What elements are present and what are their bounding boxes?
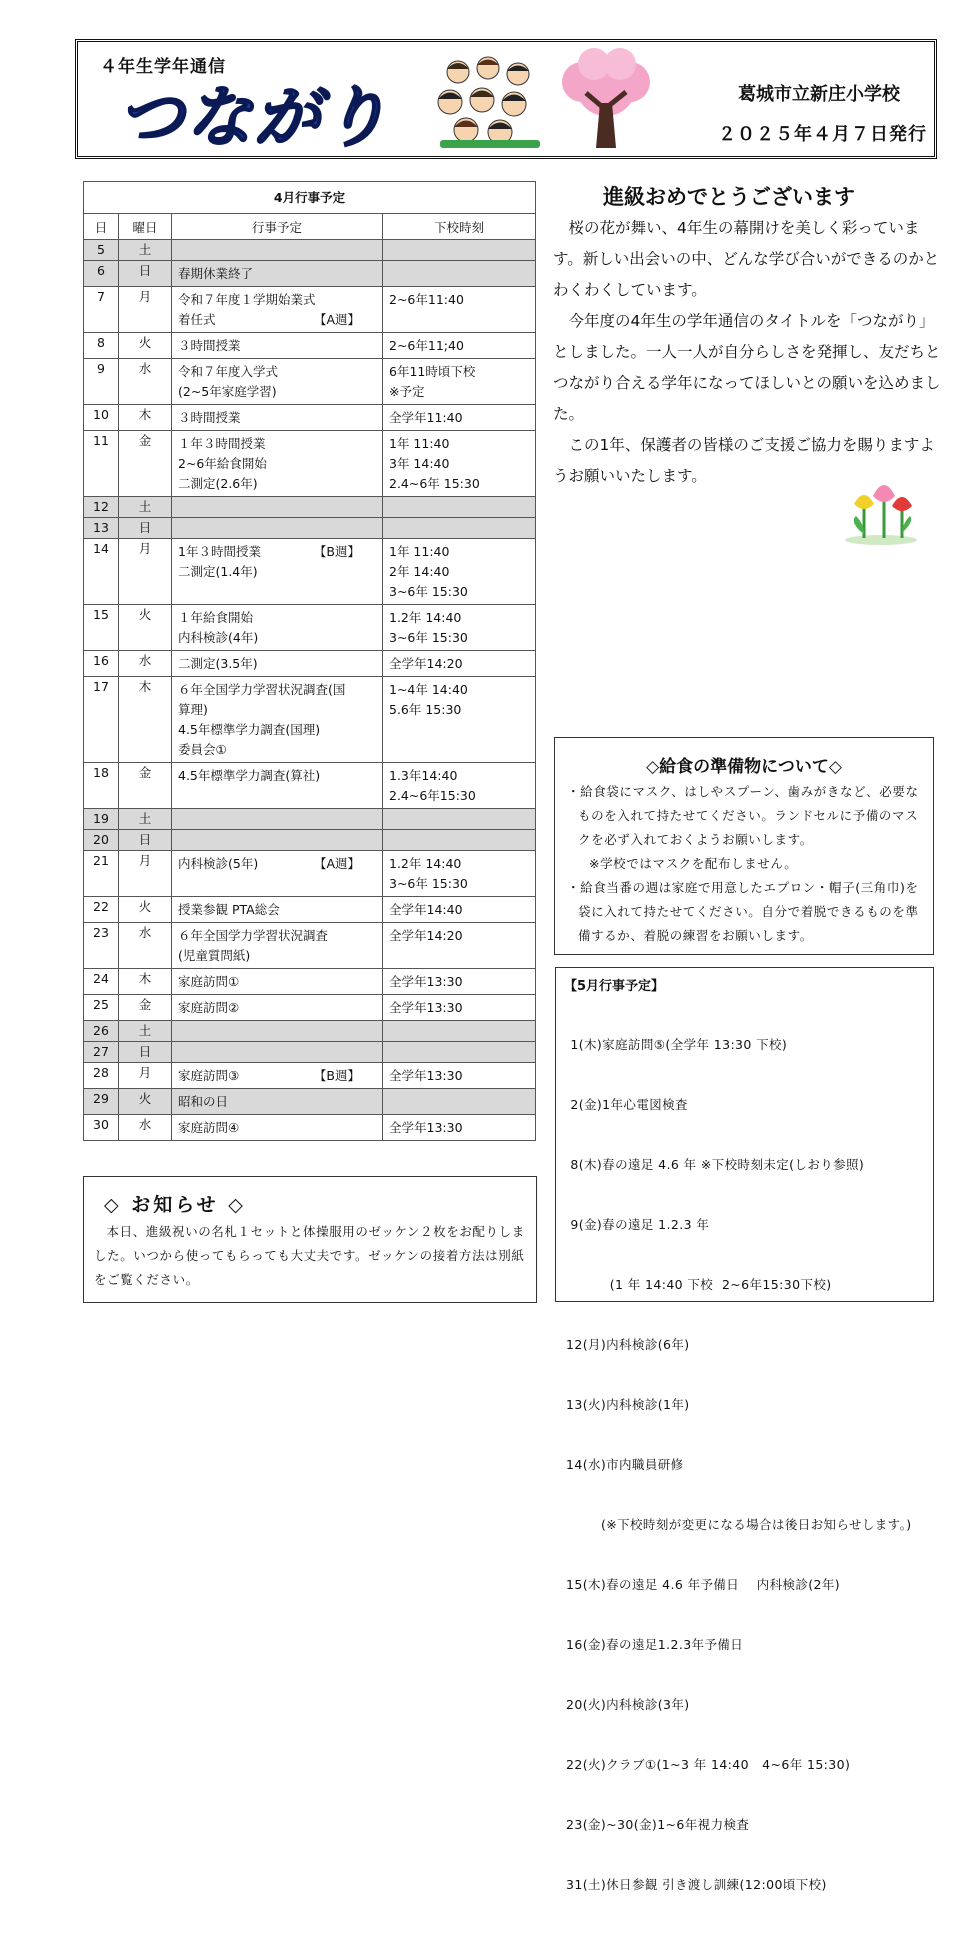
cherry-tree-illustration bbox=[556, 48, 656, 153]
weekday-cell: 土 bbox=[119, 1021, 172, 1042]
weekday-cell: 木 bbox=[119, 969, 172, 995]
may-schedule-box bbox=[555, 967, 934, 1892]
event-cell bbox=[172, 677, 383, 763]
celebrate-message bbox=[553, 213, 941, 492]
dismissal-cell bbox=[383, 1042, 536, 1063]
event-text: 授業参観 PTA総会 bbox=[178, 902, 280, 917]
weekday-cell: 月 bbox=[119, 1063, 172, 1089]
weekday-cell: 金 bbox=[119, 431, 172, 497]
event-cell bbox=[172, 359, 383, 405]
event-cell bbox=[172, 1089, 383, 1115]
week-tag: 【B週】 bbox=[313, 1068, 360, 1083]
day-cell: 23 bbox=[84, 923, 119, 969]
dismissal-cell: 1年 11:40 3年 14:40 2.4~6年 15:30 bbox=[383, 431, 536, 497]
weekday-cell: 月 bbox=[119, 539, 172, 605]
dismissal-cell bbox=[383, 518, 536, 539]
event-text: 1年３時間授業 二測定(1.4年) bbox=[178, 544, 261, 579]
weekday-cell: 木 bbox=[119, 677, 172, 763]
celebrate-paragraph: この1年、保護者の皆様のご支援ご協力を賜りますようお願いいたします。 bbox=[553, 436, 935, 485]
may-line: 1(木)家庭訪問⑤(全学年 13:30 下校) bbox=[566, 1037, 788, 1052]
event-cell bbox=[172, 923, 383, 969]
dismissal-cell bbox=[383, 497, 536, 518]
event-text: 家庭訪問④ bbox=[178, 1120, 240, 1135]
event-cell bbox=[172, 830, 383, 851]
day-cell: 29 bbox=[84, 1089, 119, 1115]
event-cell bbox=[172, 651, 383, 677]
day-cell: 8 bbox=[84, 333, 119, 359]
dismissal-cell bbox=[383, 809, 536, 830]
table-row bbox=[84, 287, 536, 333]
celebrate-title: 進級おめでとうございます bbox=[603, 185, 855, 209]
weekday-cell: 土 bbox=[119, 497, 172, 518]
weekday-cell: 日 bbox=[119, 518, 172, 539]
day-cell: 22 bbox=[84, 897, 119, 923]
event-text: ６年全国学力学習状況調査 (児童質問紙) bbox=[178, 928, 329, 963]
weekday-cell: 水 bbox=[119, 359, 172, 405]
week-tag: 【B週】 bbox=[313, 544, 360, 559]
dismissal-cell: 1~4年 14:40 5.6年 15:30 bbox=[383, 677, 536, 763]
lunch-items-box bbox=[554, 737, 934, 955]
schedule-header-row bbox=[84, 214, 536, 240]
cherry-blossom-icon bbox=[562, 48, 650, 148]
april-schedule-table bbox=[83, 181, 536, 1141]
col-header-day: 日 bbox=[84, 214, 119, 240]
table-row bbox=[84, 497, 536, 518]
may-line: 16(金)春の遠足1.2.3年予備日 bbox=[566, 1637, 744, 1652]
day-cell: 15 bbox=[84, 605, 119, 651]
event-cell bbox=[172, 851, 383, 897]
may-line: 13(火)内科検診(1年) bbox=[566, 1397, 690, 1412]
day-cell: 26 bbox=[84, 1021, 119, 1042]
week-tag: 【A週】 bbox=[313, 312, 360, 327]
event-text: 家庭訪問③ bbox=[178, 1068, 240, 1083]
event-text: 春期休業終了 bbox=[178, 266, 254, 281]
table-row bbox=[84, 651, 536, 677]
day-cell: 19 bbox=[84, 809, 119, 830]
weekday-cell: 土 bbox=[119, 240, 172, 261]
may-line: 14(水)市内職員研修 bbox=[566, 1457, 684, 1472]
day-cell: 27 bbox=[84, 1042, 119, 1063]
event-text: 令和７年度入学式 (2~5年家庭学習) bbox=[178, 364, 279, 399]
event-cell bbox=[172, 995, 383, 1021]
weekday-cell: 木 bbox=[119, 405, 172, 431]
weekday-cell: 土 bbox=[119, 809, 172, 830]
notice-box bbox=[83, 1176, 537, 1303]
tulip-icon bbox=[845, 485, 917, 545]
notice-title: ◇ お知らせ ◇ bbox=[104, 1194, 246, 1216]
event-text: 内科検診(5年) bbox=[178, 856, 259, 871]
event-cell bbox=[172, 1042, 383, 1063]
may-title: 【5月行事予定】 bbox=[564, 979, 665, 994]
grade-label: ４年生学年通信 bbox=[100, 57, 226, 77]
may-list bbox=[566, 995, 912, 1935]
day-cell: 14 bbox=[84, 539, 119, 605]
children-icon bbox=[438, 57, 540, 148]
may-line: 9(金)春の遠足 1.2.3 年 bbox=[566, 1217, 710, 1232]
newsletter-title: つながり bbox=[118, 79, 390, 156]
week-tag: 【A週】 bbox=[313, 856, 360, 871]
event-cell bbox=[172, 897, 383, 923]
event-cell bbox=[172, 287, 383, 333]
event-cell bbox=[172, 809, 383, 830]
event-text: 家庭訪問① bbox=[178, 974, 240, 989]
dismissal-cell: 全学年14:40 bbox=[383, 897, 536, 923]
weekday-cell: 日 bbox=[119, 830, 172, 851]
tulip-illustration bbox=[842, 476, 920, 546]
event-text: ３時間授業 bbox=[178, 338, 241, 353]
schedule-body bbox=[84, 240, 536, 1141]
dismissal-cell: 1.2年 14:40 3~6年 15:30 bbox=[383, 851, 536, 897]
event-cell bbox=[172, 261, 383, 287]
day-cell: 28 bbox=[84, 1063, 119, 1089]
event-text: 令和７年度１学期始業式 着任式 bbox=[178, 292, 316, 327]
table-row bbox=[84, 518, 536, 539]
may-line: 15(木)春の遠足 4.6 年予備日 内科検診(2年) bbox=[566, 1577, 841, 1592]
event-text: ３時間授業 bbox=[178, 410, 241, 425]
table-row bbox=[84, 763, 536, 809]
dismissal-cell: 全学年14:20 bbox=[383, 923, 536, 969]
table-row bbox=[84, 995, 536, 1021]
table-row bbox=[84, 1089, 536, 1115]
notice-body: 本日、進級祝いの名札１セットと体操服用のゼッケン２枚をお配りしました。いつから使ってもらっても大丈夫です。ゼッケンの接着方法は別紙をご覧ください。 bbox=[94, 1224, 525, 1287]
weekday-cell: 月 bbox=[119, 287, 172, 333]
may-line: 31(土)休日参観 引き渡し訓練(12:00頃下校) bbox=[566, 1877, 827, 1892]
event-text: 二測定(3.5年) bbox=[178, 656, 258, 671]
weekday-cell: 月 bbox=[119, 851, 172, 897]
dismissal-cell: 6年11時頃下校 ※予定 bbox=[383, 359, 536, 405]
issue-date: ２０２５年４月７日発行 bbox=[718, 124, 927, 145]
day-cell: 30 bbox=[84, 1115, 119, 1141]
table-row bbox=[84, 431, 536, 497]
dismissal-cell: 全学年13:30 bbox=[383, 1115, 536, 1141]
weekday-cell: 火 bbox=[119, 1089, 172, 1115]
weekday-cell: 火 bbox=[119, 897, 172, 923]
dismissal-cell bbox=[383, 1021, 536, 1042]
dismissal-cell bbox=[383, 261, 536, 287]
event-cell bbox=[172, 969, 383, 995]
weekday-cell: 金 bbox=[119, 763, 172, 809]
school-name: 葛城市立新庄小学校 bbox=[738, 84, 900, 105]
day-cell: 20 bbox=[84, 830, 119, 851]
table-row bbox=[84, 923, 536, 969]
may-line: 22(火)クラブ①(1~3 年 14:40 4~6年 15:30) bbox=[566, 1757, 851, 1772]
table-row bbox=[84, 359, 536, 405]
day-cell: 21 bbox=[84, 851, 119, 897]
event-text: ６年全国学力学習状況調査(国 算理) 4.5年標準学力調査(国理) 委員会① bbox=[178, 682, 346, 757]
dismissal-cell bbox=[383, 240, 536, 261]
dismissal-cell: 全学年13:30 bbox=[383, 995, 536, 1021]
may-line: (※下校時刻が変更になる場合は後日お知らせします。) bbox=[566, 1517, 912, 1532]
table-row bbox=[84, 897, 536, 923]
dismissal-cell: 1.2年 14:40 3~6年 15:30 bbox=[383, 605, 536, 651]
weekday-cell: 水 bbox=[119, 923, 172, 969]
day-cell: 13 bbox=[84, 518, 119, 539]
children-illustration bbox=[430, 54, 550, 149]
dismissal-cell: 全学年13:30 bbox=[383, 969, 536, 995]
lunch-note: ※学校ではマスクを配布しません。 bbox=[589, 856, 798, 871]
event-cell bbox=[172, 605, 383, 651]
table-row bbox=[84, 405, 536, 431]
dismissal-cell: 全学年14:20 bbox=[383, 651, 536, 677]
may-line: (1 年 14:40 下校 2~6年15:30下校) bbox=[566, 1277, 832, 1292]
table-row bbox=[84, 1021, 536, 1042]
lunch-list bbox=[567, 780, 923, 948]
event-cell bbox=[172, 518, 383, 539]
dismissal-cell: 全学年11:40 bbox=[383, 405, 536, 431]
day-cell: 16 bbox=[84, 651, 119, 677]
dismissal-cell: 全学年13:30 bbox=[383, 1063, 536, 1089]
col-header-weekday: 曜日 bbox=[119, 214, 172, 240]
dismissal-cell: 1.3年14:40 2.4~6年15:30 bbox=[383, 763, 536, 809]
weekday-cell: 水 bbox=[119, 651, 172, 677]
event-cell bbox=[172, 431, 383, 497]
event-cell bbox=[172, 405, 383, 431]
schedule-caption: 4月行事予定 bbox=[84, 182, 536, 214]
lunch-item: ・給食袋にマスク、はしやスプーン、歯みがきなど、必要なものを入れて持たせてください。ランドセルに予備のマスクを必ず入れておくようお願いします。 bbox=[567, 784, 919, 847]
table-row bbox=[84, 809, 536, 830]
weekday-cell: 日 bbox=[119, 261, 172, 287]
dismissal-cell bbox=[383, 830, 536, 851]
dismissal-cell: 2~6年11:40 bbox=[383, 287, 536, 333]
may-line: 20(火)内科検診(3年) bbox=[566, 1697, 690, 1712]
day-cell: 12 bbox=[84, 497, 119, 518]
day-cell: 5 bbox=[84, 240, 119, 261]
newsletter-header bbox=[75, 39, 937, 159]
col-header-event: 行事予定 bbox=[172, 214, 383, 240]
may-line: 2(金)1年心電図検査 bbox=[566, 1097, 688, 1112]
celebrate-paragraph: 今年度の4年生の学年通信のタイトルを「つながり」としました。一人一人が自分らしさを発揮し、友だちとつながり合える学年になってほしいとの願いを込めました。 bbox=[553, 312, 941, 423]
dismissal-cell: 1年 11:40 2年 14:40 3~6年 15:30 bbox=[383, 539, 536, 605]
table-row bbox=[84, 1042, 536, 1063]
day-cell: 7 bbox=[84, 287, 119, 333]
day-cell: 24 bbox=[84, 969, 119, 995]
event-cell bbox=[172, 1063, 383, 1089]
event-cell bbox=[172, 1115, 383, 1141]
table-row bbox=[84, 240, 536, 261]
dismissal-cell bbox=[383, 1089, 536, 1115]
table-row bbox=[84, 333, 536, 359]
weekday-cell: 火 bbox=[119, 333, 172, 359]
table-row bbox=[84, 539, 536, 605]
event-text: １年３時間授業 2~6年給食開始 二測定(2.6年) bbox=[178, 436, 267, 491]
day-cell: 18 bbox=[84, 763, 119, 809]
event-text: 昭和の日 bbox=[178, 1094, 229, 1109]
weekday-cell: 水 bbox=[119, 1115, 172, 1141]
weekday-cell: 金 bbox=[119, 995, 172, 1021]
lunch-title: ◇給食の準備物について◇ bbox=[646, 757, 842, 777]
day-cell: 25 bbox=[84, 995, 119, 1021]
table-row bbox=[84, 830, 536, 851]
may-line: 8(木)春の遠足 4.6 年 ※下校時刻未定(しおり参照) bbox=[566, 1157, 865, 1172]
event-text: 家庭訪問② bbox=[178, 1000, 240, 1015]
table-row bbox=[84, 261, 536, 287]
event-text: 4.5年標準学力調査(算社) bbox=[178, 768, 321, 783]
day-cell: 17 bbox=[84, 677, 119, 763]
event-cell bbox=[172, 1021, 383, 1042]
day-cell: 10 bbox=[84, 405, 119, 431]
event-cell bbox=[172, 539, 383, 605]
event-cell bbox=[172, 763, 383, 809]
table-row bbox=[84, 851, 536, 897]
event-cell bbox=[172, 497, 383, 518]
may-line: 12(月)内科検診(6年) bbox=[566, 1337, 690, 1352]
table-row bbox=[84, 1063, 536, 1089]
celebrate-paragraph: 桜の花が舞い、4年生の幕開けを美しく彩っています。新しい出会いの中、どんな学び合いができるのかとわくわくしています。 bbox=[553, 219, 940, 299]
event-cell bbox=[172, 333, 383, 359]
event-text: １年給食開始 内科検診(4年) bbox=[178, 610, 259, 645]
table-row bbox=[84, 1115, 536, 1141]
may-line: 23(金)~30(金)1~6年視力検査 bbox=[566, 1817, 750, 1832]
col-header-dismissal: 下校時刻 bbox=[383, 214, 536, 240]
lunch-item: ・給食当番の週は家庭で用意したエプロン・帽子(三角巾)を袋に入れて持たせてください。自分で着脱できるものを準備するか、着脱の練習をお願いします。 bbox=[567, 880, 919, 943]
day-cell: 9 bbox=[84, 359, 119, 405]
day-cell: 11 bbox=[84, 431, 119, 497]
table-row bbox=[84, 605, 536, 651]
weekday-cell: 日 bbox=[119, 1042, 172, 1063]
weekday-cell: 火 bbox=[119, 605, 172, 651]
event-cell bbox=[172, 240, 383, 261]
table-row bbox=[84, 677, 536, 763]
table-row bbox=[84, 969, 536, 995]
dismissal-cell: 2~6年11;40 bbox=[383, 333, 536, 359]
day-cell: 6 bbox=[84, 261, 119, 287]
